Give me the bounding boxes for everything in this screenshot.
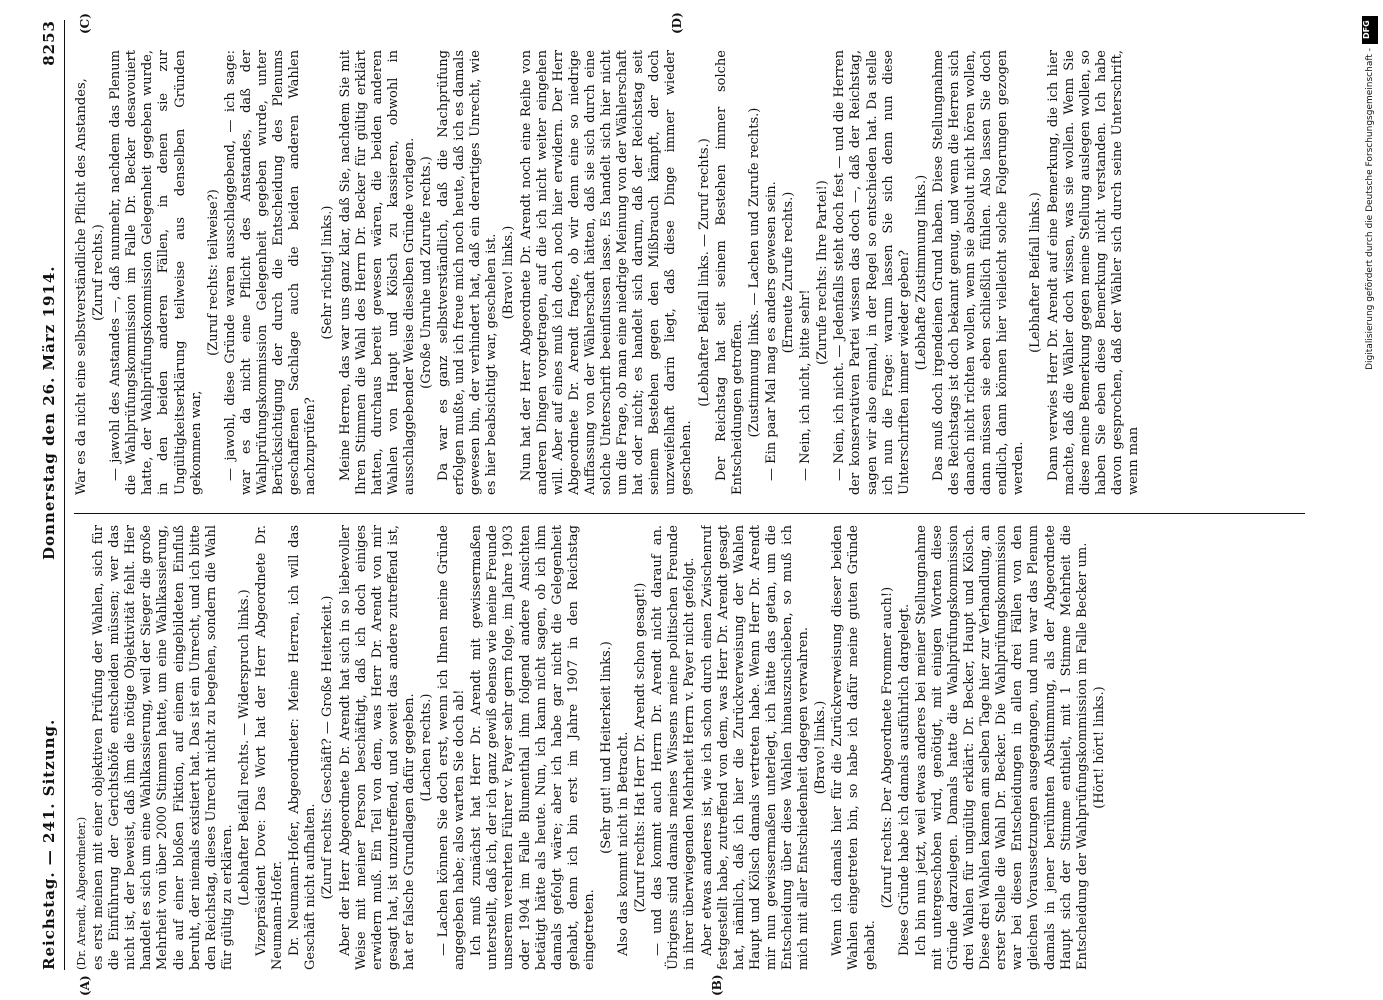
- paragraph: (Zuruf rechts: Der Abgeordnete Frommer auch!): [879, 586, 895, 909]
- paragraph: Meine Herren, das war uns ganz klar, daß Sie, nachdem Sie mit Ihren Stimmen die Wahl des Herrn Dr. Becker für gültig erklärt hatten, durchaus bereit gewesen wären, die beiden anderen Wahlen von Haupt und Kölsch zu kassieren, obwohl in ausschlaggebender Weise dieselben Gründe vorlagen.: [337, 50, 417, 495]
- paragraph: (Zuruf rechts: Hat Herr Dr. Arendt schon gesagt!): [633, 582, 649, 913]
- paragraph: (Zustimmung links. — Lachen und Zurufe rechts.): [746, 107, 762, 438]
- digitization-stamp: [1362, 8, 1378, 993]
- paragraph: — Lachen können Sie doch erst, wenn ich Ihnen meine Gründe angegeben habe; also warten Sie doch ab!: [436, 525, 468, 970]
- margin-marker-d: (D): [670, 12, 684, 34]
- paragraph: (Lebhafter Beifall rechts. — Widerspruch links.): [236, 589, 252, 906]
- paragraph: Diese Gründe habe ich damals ausführlich dargelegt.: [896, 603, 912, 956]
- paragraph: (Zuruf rechts.): [91, 224, 107, 321]
- paragraph: (Sehr richtig! links.): [320, 205, 336, 340]
- paragraph: Wenn ich damals hier für die Zurückverweisung dieser beiden Wahlen eingetreten bin, so habe ich dafür meine guten Gründe gehabt.: [830, 525, 878, 970]
- margin-marker-a: (A): [78, 975, 92, 996]
- paragraph: (Hört! hört! links.): [1091, 686, 1107, 809]
- paragraph: — jawohl, diese Gründe waren ausschlaggebend, — ich sage: war es da nicht eine Pflicht des Anstandes, daß der Wahlprüfungskommission Gelegenheit gegeben wurde, unter Berücksichtigung der durch die Entscheidung des Plenums geschaffenen Sachlage auch die beiden anderen Wahlen nachzuprüfen?: [222, 50, 319, 495]
- header-date: Donnerstag den 26. März 1914.: [40, 265, 58, 560]
- paragraph: Vizepräsident Dove: Das Wort hat der Herr Abgeordnete Dr. Neumann-Hofer.: [254, 525, 286, 970]
- running-header: [30, 20, 65, 970]
- paragraph: Aber der Herr Abgeordnete Dr. Arendt hat sich in so liebevoller Weise mit meiner Person beschäftigt, daß ich doch einiges erwidern muß. Ein Teil von dem, was Herr Dr. Arendt von mir gesagt hat, ist unzutreffend, und soweit das andere zutreffend ist, hat er falsche Grundlagen dafür gegeben.: [337, 525, 417, 970]
- paragraph: — Nein, ich nicht, bitte sehr!: [798, 289, 814, 481]
- paragraph: Also das kommt nicht in Betracht.: [616, 731, 632, 956]
- paragraph: (Dr. Arendt, Abgeordneter.): [75, 816, 88, 970]
- paragraph: (Bravo! links.): [813, 700, 829, 795]
- paragraph: Aber etwas anderes ist, wie ich schon durch einen Zwischenruf festgestellt habe, zutreffend von dem, was Herr Dr. Arendt gesagt hat, nämlich, daß ich hier die Zurückverweisung der Wahlen Haupt und Kölsch damals vertreten habe. Wenn Herr Dr. Arendt mir nun gewissermaßen unterlegt, ich hätte das getan, um die Entscheidung über diese Wahlen hinauszuschieben, so muß ich mich mit aller Entschiedenheit dagegen verwahren.: [699, 525, 812, 970]
- paragraph: Der Reichstag hat seit seinem Bestehen immer solche Entscheidungen getroffen.: [713, 50, 745, 495]
- paragraph: Dr. Neumann-Hofer, Abgeordneter: Meine Herren, ich will das Geschäft nicht aufhalten.: [287, 525, 319, 970]
- paragraph: Dann verwies Herr Dr. Arendt auf eine Bemerkung, die ich hier machte, daß die Wähler doch wissen, was sie wollen. Wenn Sie diese meine Bemerkung gegen meine Stellung auslegen wollen, so haben Sie eben diese Bemerkung nicht verstanden. Ich habe davon gesprochen, daß der Wähler sich durch seine Unterschrift, wenn man: [1045, 50, 1141, 495]
- paragraph: (Lebhafte Zustimmung links.): [913, 174, 929, 371]
- left-column: [74, 525, 1305, 970]
- margin-marker-c: (C): [78, 13, 92, 34]
- digitization-note: Digitalisierung gefördert durch die Deutsche Forschungsgemeinschaft -: [1365, 48, 1375, 370]
- paragraph: — Ein paar Mal mag es anders gewesen sein.: [763, 181, 779, 481]
- paragraph: (Lachen rechts.): [418, 693, 434, 802]
- paragraph: Ich bin nun jetzt, weil etwas anderes bei meiner Stellungnahme mit untergeschoben wird, genötigt, mit einigen Worten diese Gründe darzulegen. Damals hatte die Wahlprüfungskommission drei Wahlen für ungültig erklärt: Dr. Becker, Haupt und Kölsch. Diese drei Wahlen kamen am selben Tage hier zur Verhandlung, an erster Stelle die Wahl Dr. Becker. Die Wahlprüfungskommission war bei diesen Entscheidungen in allen drei Fällen von den gleichen Voraussetzungen ausgegangen, und nun war das Plenum damals in jener berühmten Abstimmung, als der Abgeordnete Haupt sich der Stimme enthielt, mit 1 Stimme Mehrheit die Entscheidung der Wahlprüfungskommission im Falle Becker um.: [913, 525, 1090, 970]
- column-divider: [74, 513, 1305, 514]
- paragraph: Da war es ganz selbstverständlich, daß die Nachprüfung erfolgen mußte, und ich freue mich noch heute, daß ich es damals gewesen bin, der verhindert hat, daß ein derartiges Unrecht, wie es hier beabsichtigt war, geschehen ist.: [436, 50, 500, 495]
- paragraph: (Bravo! links.): [501, 225, 517, 320]
- margin-marker-b: (B): [710, 974, 724, 996]
- paragraph: (Sehr gut! und Heiterkeit links.): [599, 641, 614, 854]
- dfg-logo: DFG: [1362, 16, 1378, 44]
- paragraph: es erst meinen mit einer objektiven Prüfung der Wahlen, sich für die Einführung der Gerichtshöfe entscheiden müssen; wer das nicht ist, der beweist, daß ihm die nötige Objektivität fehlt. Hier handelt es sich um eine Wahlkassierung, weil der Sieger die große Mehrheit von über 2000 Stimmen hatte, um eine Wahlkassierung, die auf einer bloßen Fiktion, auf einem eingebildeten Einfluß beruht, der niemals existiert hat. Das ist ein Unrecht, und ich bitte den Reichstag, dieses Unrecht nicht zu begehen, sondern die Wahl für gültig zu erklären.: [91, 525, 235, 970]
- paragraph: (Lebhafter Beifall links. — Zuruf rechts.): [696, 138, 712, 407]
- paragraph: (Zuruf rechts: teilweise?): [205, 189, 221, 356]
- paragraph: — jawohl des Anstandes —, daß nunmehr, nachdem das Plenum die Wahlprüfungskommission im Falle Dr. Becker desavouiert hatte, der Wahlprüfungskommission Gelegenheit gegeben wurde, in den beiden anderen Fällen, in denen sie zur Ungültigkeitserklärung teilweise aus denselben Gründen gekommen war,: [108, 50, 204, 495]
- header-session: Reichstag. — 241. Sitzung.: [40, 718, 58, 970]
- paragraph: — und das kommt auch Herrn Dr. Arendt nicht darauf an. Übrigens sind damals meines Wissens meine politischen Freunde in ihrer überwiegenden Mehrheit Herrn v. Payer nicht gefolgt.: [650, 525, 698, 970]
- right-column: [74, 50, 1305, 495]
- paragraph: (Lebhafter Beifall links.): [1028, 192, 1044, 353]
- paragraph: (Große Unruhe und Zurufe rechts.): [418, 156, 434, 389]
- paragraph: (Zurufe rechts: Ihre Partei!): [815, 180, 831, 365]
- paragraph: (Erneute Zurufe rechts.): [781, 191, 797, 354]
- document-page: [30, 0, 1315, 1000]
- paragraph: Ich muß zunächst hat Herr Dr. Arendt mit gewissermaßen unterstellt, daß ich, der ich ganz gewiß ebenso wie meine Freunde unserem verehrten Führer v. Payer sehr gern folge, im Jahre 1903 oder 1904 im Falle Blumenthal ihm folgend andere Ansichten betätigt hätte als heute. Nun, ich kann nicht sagen, ob ich ihm damals gefolgt wäre; aber ich habe gar nicht die Gelegenheit gehabt, denn ich bin erst im Jahre 1907 in den Reichstag eingetreten.: [469, 525, 597, 970]
- paragraph: Das muß doch irgendeinen Grund haben. Diese Stellungnahme des Reichstags ist doch bekannt genug, und wenn die Herren sich danach nicht richten wollen, wenn sie absolut nicht hören wollen, dann müssen sie eben schließlich fühlen. Also lassen Sie doch endlich, dann können hier vielleicht solche Folgerungen gezogen werden.: [930, 50, 1027, 495]
- paragraph: (Zuruf rechts: Geschäft? — Große Heiterkeit.): [320, 595, 336, 900]
- paragraph: Nun hat der Herr Abgeordnete Dr. Arendt noch eine Reihe von anderen Dingen vorgetragen, auf die ich nicht weiter eingehen will. Aber auf eines muß ich doch noch hier erwidern. Der Herr Abgeordnete Dr. Arendt fragte, ob wir denn eine so niedrige Auffassung von der Wählerschaft hätten, daß sie sich durch eine solche Unterschrift beeinflussen lasse. Es handelt sich hier nicht um die Frage, ob man eine niedrige Meinung von der Wählerschaft hat oder nicht; es handelt sich darum, daß der Reichstag seit seinem Bestehen gegen den Mißbrauch kämpft, der doch unzweifelhaft darin liegt, daß diese Dinge immer wieder geschehen.: [518, 50, 695, 495]
- page-number: 8253: [40, 20, 58, 66]
- paragraph: War es da nicht eine selbstverständliche Pflicht des Anstandes,: [74, 78, 89, 495]
- paragraph: — Nein, ich nicht. — Jedenfalls steht doch fest — und die Herren der konservativen Partei wissen das doch —, daß der Reichstag, sagen wir also einmal, in der Regel so entschieden hat. Da stelle ich nun die Frage: warum lassen Sie sich denn nun diese Unterschriften immer wieder geben?: [832, 50, 912, 495]
